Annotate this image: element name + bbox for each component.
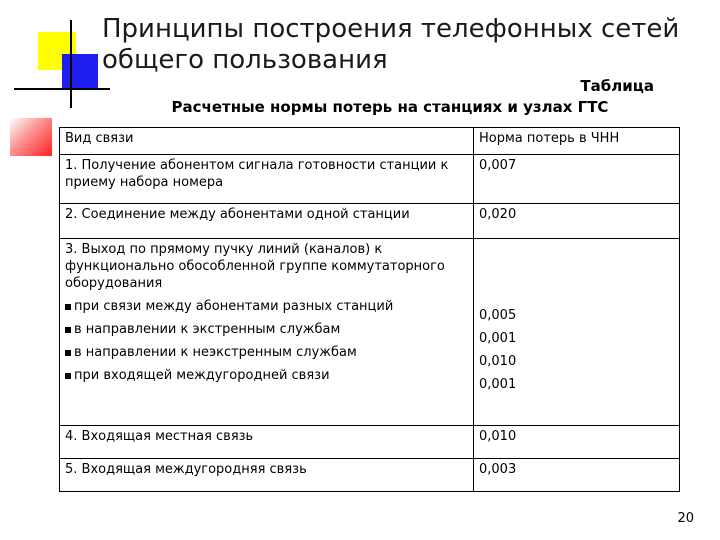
row-value: 0,010 <box>474 426 680 459</box>
row-label: 4. Входящая местная связь <box>60 426 474 459</box>
decor-vertical-line <box>70 20 72 108</box>
decor-blue-square <box>62 54 98 90</box>
row-label: 2. Соединение между абонентами одной станции <box>60 204 474 239</box>
bullet-list <box>65 298 468 384</box>
slide-title: Принципы построения телефонных сетей общего пользования <box>102 14 680 75</box>
column-header-norm: Норма потерь в ЧНН <box>474 128 680 155</box>
table-label: Таблица <box>580 77 654 95</box>
decor-horizontal-line <box>14 88 110 90</box>
row-label-cell <box>60 239 474 426</box>
decor-red-gradient-square <box>10 118 52 156</box>
row-label: 3. Выход по прямому пучку линий (каналов) к функционально обособленной группе коммутаторного оборудования <box>65 242 445 291</box>
row-label: 5. Входящая междугородняя связь <box>60 459 474 492</box>
row-values-cell <box>474 239 680 426</box>
list-item: в направлении к экстренным службам <box>65 321 468 338</box>
column-header-type: Вид связи <box>60 128 474 155</box>
list-item: в направлении к неэкстренным службам <box>65 344 468 361</box>
list-item: при входящей междугородней связи <box>65 367 468 384</box>
loss-norms-table <box>59 127 680 492</box>
table-row <box>60 459 680 492</box>
row-value: 0,001 <box>479 377 517 392</box>
row-value: 0,001 <box>479 331 517 346</box>
row-value: 0,003 <box>474 459 680 492</box>
row-value: 0,010 <box>479 354 517 369</box>
table-title: Расчетные нормы потерь на станциях и узлах ГТС <box>171 98 609 116</box>
page-number: 20 <box>677 511 694 526</box>
table-row <box>60 426 680 459</box>
row-value: 0,005 <box>479 308 517 323</box>
row-label: 1. Получение абонентом сигнала готовности станции к приему набора номера <box>60 155 474 204</box>
row-value: 0,007 <box>474 155 680 204</box>
table-row <box>60 155 680 204</box>
list-item: при связи между абонентами разных станций <box>65 298 468 315</box>
table-row <box>60 204 680 239</box>
row-value: 0,020 <box>474 204 680 239</box>
table-header-row <box>60 128 680 155</box>
table-row <box>60 239 680 426</box>
